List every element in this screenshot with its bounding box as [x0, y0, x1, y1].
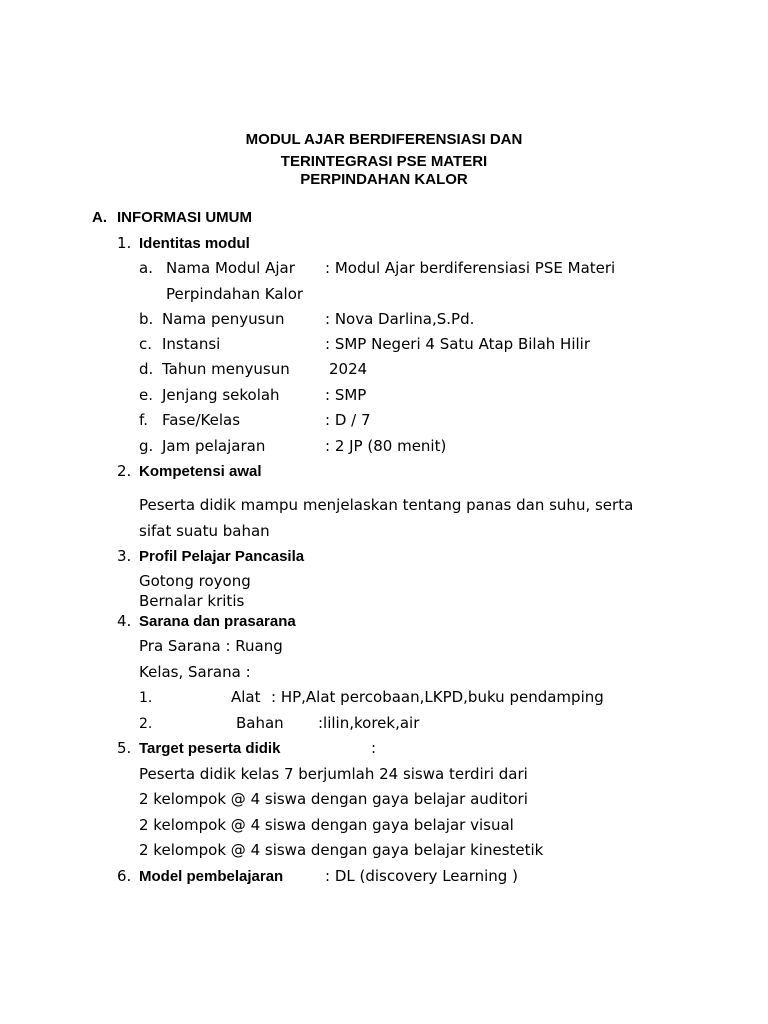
title-line-3: PERPINDAHAN KALOR — [300, 171, 468, 188]
kompetensi-text-line-2: sifat suatu bahan — [139, 522, 270, 540]
target-colon: : — [371, 739, 377, 757]
sarana-kelas: Kelas, Sarana : — [139, 663, 251, 681]
kompetensi-text-line-1: Peserta didik mampu menjelaskan tentang panas dan suhu, serta — [139, 496, 634, 514]
identity-d-letter: d. — [139, 360, 154, 378]
item-1-number: 1. — [117, 234, 132, 252]
sarana-list-2-value: :lilin,korek,air — [318, 714, 420, 732]
identity-c-label: Instansi — [162, 335, 221, 353]
identity-f-letter: f. — [139, 411, 148, 429]
identity-d-label: Tahun menyusun — [162, 360, 290, 378]
identity-d-value: 2024 — [329, 360, 368, 378]
model-value: : DL (discovery Learning ) — [325, 867, 518, 885]
sarana-list-2-number: 2. — [139, 716, 153, 732]
identity-f-value: : D / 7 — [325, 411, 371, 429]
item-3-number: 3. — [117, 547, 132, 565]
identity-a-label: Nama Modul Ajar — [166, 259, 295, 277]
identity-g-label: Jam pelajaran — [162, 437, 266, 455]
sarana-list-1-number: 1. — [139, 690, 153, 706]
target-line-4: 2 kelompok @ 4 siswa dengan gaya belajar kinestetik — [139, 841, 544, 859]
item-6-number: 6. — [117, 867, 132, 885]
identity-f-label: Fase/Kelas — [162, 411, 241, 429]
identity-g-letter: g. — [139, 437, 154, 455]
section-a-marker: A. — [92, 209, 107, 226]
identity-c-letter: c. — [139, 335, 153, 353]
item-3-heading: Profil Pelajar Pancasila — [139, 548, 305, 565]
target-line-2: 2 kelompok @ 4 siswa dengan gaya belajar auditori — [139, 790, 528, 808]
item-2-number: 2. — [117, 462, 132, 480]
identity-b-letter: b. — [139, 310, 154, 328]
sarana-list-1-label: Alat — [231, 688, 261, 706]
profil-line-2: Bernalar kritis — [139, 592, 245, 610]
profil-line-1: Gotong royong — [139, 572, 251, 590]
identity-g-value: : 2 JP (80 menit) — [325, 437, 447, 455]
item-4-heading: Sarana dan prasarana — [139, 613, 296, 630]
target-line-3: 2 kelompok @ 4 siswa dengan gaya belajar visual — [139, 816, 514, 834]
section-a-heading: INFORMASI UMUM — [117, 209, 252, 226]
identity-e-label: Jenjang sekolah — [162, 386, 280, 404]
item-1-heading: Identitas modul — [139, 235, 250, 252]
sarana-list-1-value: : HP,Alat percobaan,LKPD,buku pendamping — [271, 688, 604, 706]
item-6-heading: Model pembelajaran — [139, 868, 284, 885]
item-5-number: 5. — [117, 739, 132, 757]
title-line-1: MODUL AJAR BERDIFERENSIASI DAN — [245, 131, 523, 148]
identity-a-letter: a. — [139, 259, 153, 277]
identity-e-letter: e. — [139, 386, 153, 404]
identity-a-value: : Modul Ajar berdiferensiasi PSE Materi — [325, 259, 616, 277]
item-4-number: 4. — [117, 612, 132, 630]
target-line-1: Peserta didik kelas 7 berjumlah 24 siswa terdiri dari — [139, 765, 528, 783]
identity-a-value-cont: Perpindahan Kalor — [166, 285, 304, 303]
identity-e-value: : SMP — [325, 386, 367, 404]
sarana-list-2-label: Bahan — [236, 714, 284, 732]
identity-c-value: : SMP Negeri 4 Satu Atap Bilah Hilir — [325, 335, 590, 353]
sarana-pra: Pra Sarana : Ruang — [139, 637, 283, 655]
title-line-2: TERINTEGRASI PSE MATERI — [280, 153, 488, 170]
identity-b-label: Nama penyusun — [162, 310, 285, 328]
item-2-heading: Kompetensi awal — [139, 463, 262, 480]
identity-b-value: : Nova Darlina,S.Pd. — [325, 310, 475, 328]
item-5-heading: Target peserta didik — [139, 740, 281, 757]
